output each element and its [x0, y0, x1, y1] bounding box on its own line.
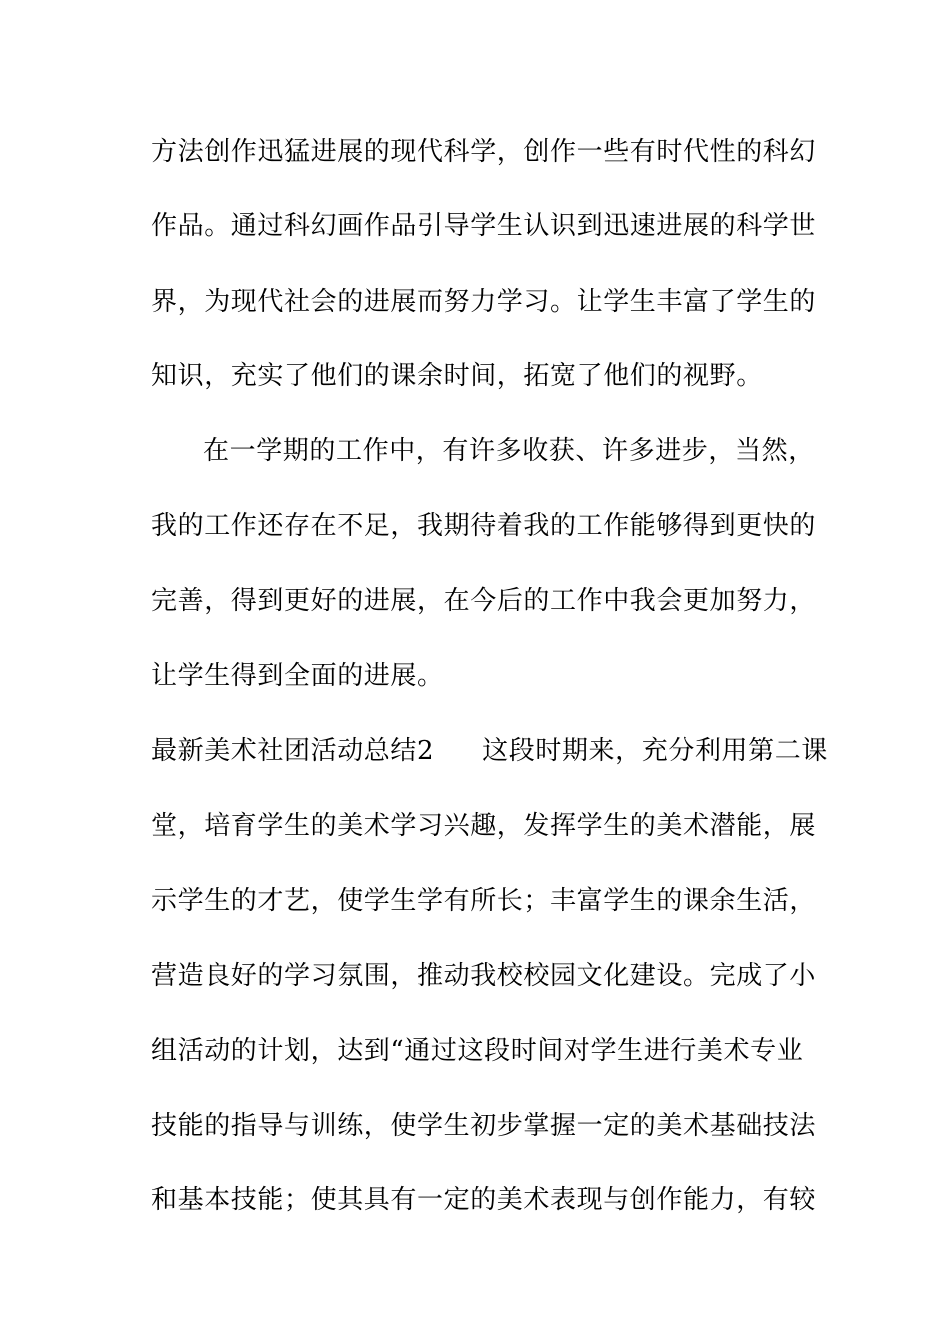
text-line: 示学生的才艺，使学生学有所长；丰富学生的课余生活，	[151, 886, 817, 916]
text-line: 和基本技能；使其具有一定的美术表现与创作能力，有较	[151, 1185, 817, 1215]
text-line: 技能的指导与训练，使学生初步掌握一定的美术基础技法	[151, 1111, 817, 1141]
text-line-start: 这段时期来，充分利用第二课	[482, 736, 828, 766]
heading-line	[151, 734, 828, 768]
text-line: 我的工作还存在不足，我期待着我的工作能够得到更快的	[151, 511, 817, 541]
text-line: 作品。通过科幻画作品引导学生认识到迅速进展的科学世	[151, 211, 817, 241]
text-line: 让学生得到全面的进展。	[151, 661, 444, 691]
section-heading: 最新美术社团活动总结2	[151, 736, 435, 766]
text-line: 方法创作迅猛进展的现代科学，创作一些有时代性的科幻	[151, 137, 817, 167]
text-line: 完善，得到更好的进展，在今后的工作中我会更加努力，	[151, 586, 817, 616]
text-line: 知识，充实了他们的课余时间，拓宽了他们的视野。	[151, 361, 763, 391]
text-line: 组活动的计划，达到“通过这段时间对学生进行美术专业	[151, 1036, 804, 1066]
text-line: 营造良好的学习氛围，推动我校校园文化建设。完成了小	[151, 961, 817, 991]
text-line: 在一学期的工作中，有许多收获、许多进步，当然，	[203, 436, 815, 466]
text-line: 界，为现代社会的进展而努力学习。让学生丰富了学生的	[151, 287, 817, 317]
text-line: 堂，培育学生的美术学习兴趣，发挥学生的美术潜能，展	[151, 811, 817, 841]
